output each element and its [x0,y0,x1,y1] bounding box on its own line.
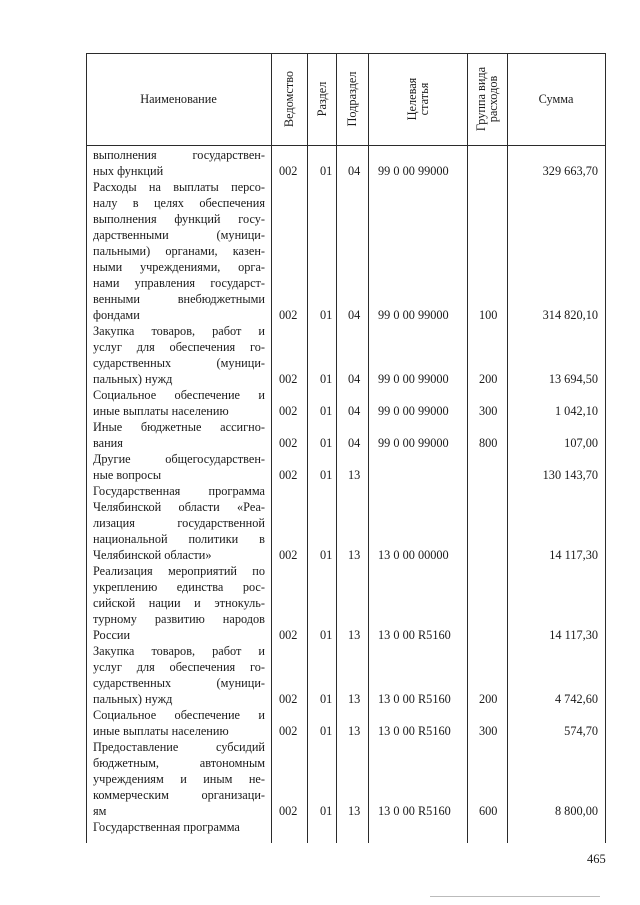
row-name [93,387,265,419]
row-razdel: 01 [320,548,333,562]
row-name-line: укреплению единства рос- [93,580,265,594]
row-name-line: ям [93,804,107,818]
row-name-line: выполнения государствен- [93,148,265,162]
row-name-line: пальных) нужд [93,372,173,386]
table-row [86,179,606,323]
row-gruppa: 600 [479,804,498,818]
row-celevaya-statya: 13 0 00 R5160 [378,804,451,818]
row-name-line: Закупка товаров, работ и [93,644,265,658]
row-vedomstvo: 002 [279,628,298,642]
row-name-line: нами управления государст- [93,276,265,290]
row-name-line: турному развитию народов [93,612,265,626]
row-vedomstvo: 002 [279,164,298,178]
header-podrazdel-label: Подраздел [345,71,359,127]
table-row [86,451,606,483]
row-celevaya-statya: 99 0 00 99000 [378,404,449,418]
row-summa: 4 742,60 [554,692,598,706]
table-row [86,563,606,643]
row-vedomstvo: 002 [279,724,298,738]
row-name-line: вания [93,436,123,450]
row-podrazdel: 13 [348,804,361,818]
table-row [86,147,606,179]
row-name-line: Закупка товаров, работ и [93,324,265,338]
row-name-line: иные выплаты населению [93,404,229,418]
row-name [93,483,265,563]
row-celevaya-statya: 99 0 00 99000 [378,164,449,178]
table-row [86,387,606,419]
table-row [86,483,606,563]
header-razdel-label: Раздел [314,81,329,117]
table-row [86,707,606,739]
row-celevaya-statya: 99 0 00 99000 [378,372,449,386]
row-name-line: Предоставление субсидий [93,740,265,754]
header-gruppa-label [475,67,499,131]
row-podrazdel: 13 [348,724,361,738]
row-gruppa: 800 [479,436,498,450]
row-podrazdel: 13 [348,692,361,706]
row-name [93,419,265,451]
row-razdel: 01 [320,372,333,386]
page-number: 465 [587,852,606,866]
row-name-line: налу в целях обеспечения [93,196,265,210]
row-name-line: Расходы на выплаты персо- [93,180,265,194]
header-celevaya-line2: статья [416,82,431,116]
row-celevaya-statya: 99 0 00 99000 [378,308,449,322]
row-podrazdel: 13 [348,628,361,642]
budget-table [86,53,606,843]
row-razdel: 01 [320,404,333,418]
row-vedomstvo: 002 [279,436,298,450]
header-summa [507,53,605,145]
row-gruppa: 300 [479,724,498,738]
table-row [86,323,606,387]
row-summa: 107,00 [564,436,598,450]
row-name [93,563,265,643]
row-vedomstvo: 002 [279,372,298,386]
row-celevaya-statya: 13 0 00 00000 [378,548,449,562]
row-vedomstvo: 002 [279,308,298,322]
row-celevaya-statya: 99 0 00 99000 [378,436,449,450]
header-razdel [307,53,336,145]
row-name-line: сударственных (муници- [93,356,265,370]
row-name-line: сийской нации и этнокуль- [93,596,265,610]
row-name-line: Иные бюджетные ассигно- [93,420,265,434]
row-summa: 13 694,50 [548,372,598,386]
row-name-line: выполнения функций госу- [93,212,265,226]
row-gruppa: 100 [479,308,498,322]
row-name-line: России [93,628,131,642]
row-name-line: сударственных (муници- [93,676,265,690]
row-name-line: коммерческим организаци- [93,788,265,802]
row-summa: 329 663,70 [542,164,598,178]
row-name-line: фондами [93,308,140,322]
row-razdel: 01 [320,724,333,738]
row-podrazdel: 04 [348,404,361,418]
table-row [86,819,606,835]
row-vedomstvo: 002 [279,692,298,706]
row-razdel: 01 [320,804,333,818]
row-name [93,451,265,483]
row-gruppa: 200 [479,372,498,386]
row-name [93,707,265,739]
row-razdel: 01 [320,692,333,706]
row-vedomstvo: 002 [279,548,298,562]
header-celevaya-line1: Целевая [404,77,419,121]
table-row [86,419,606,451]
row-summa: 1 042,10 [554,404,598,418]
row-podrazdel: 04 [348,308,361,322]
row-name-line: иные выплаты населению [93,724,229,738]
header-gruppa-line1: Группа вида [474,66,488,132]
row-name-line: дарственными (муници- [93,228,265,242]
row-name [93,179,265,323]
row-name-line: услуг для обеспечения го- [93,340,265,354]
header-bottom-border [86,145,606,146]
row-summa: 314 820,10 [542,308,598,322]
row-summa: 8 800,00 [554,804,598,818]
row-name-line: Реализация мероприятий по [93,564,265,578]
row-podrazdel: 04 [348,164,361,178]
row-podrazdel: 13 [348,468,361,482]
header-summa-label: Сумма [538,92,574,106]
row-name-line: ными учреждениями, орга- [93,260,265,274]
row-name-line: Другие общегосударствен- [93,452,265,466]
row-name-line: ных функций [93,164,164,178]
row-name [93,147,265,179]
row-summa: 130 143,70 [542,468,598,482]
row-razdel: 01 [320,436,333,450]
row-name [93,323,265,387]
row-name [93,819,265,835]
header-vedomstvo-label: Ведомство [282,70,296,128]
header-podrazdel [336,53,368,145]
row-name-line: пальными) органами, казен- [93,244,265,258]
row-name-line: Челябинской области «Реа- [93,500,265,514]
row-razdel: 01 [320,628,333,642]
row-gruppa: 300 [479,404,498,418]
row-razdel: 01 [320,308,333,322]
row-name-line: Социальное обеспечение и [93,388,265,402]
row-podrazdel: 04 [348,436,361,450]
row-gruppa: 200 [479,692,498,706]
header-gruppa [467,53,507,145]
row-podrazdel: 13 [348,548,361,562]
row-name-line: услуг для обеспечения го- [93,660,265,674]
header-celevaya-statya-label [406,78,430,121]
row-razdel: 01 [320,164,333,178]
header-name [86,53,271,145]
row-podrazdel: 04 [348,372,361,386]
footer-scan-line [430,896,600,897]
row-vedomstvo: 002 [279,404,298,418]
row-vedomstvo: 002 [279,804,298,818]
row-name-line: Государственная программа [93,484,265,498]
row-summa: 14 117,30 [549,548,598,562]
row-name-line: лизация государственной [93,516,265,530]
header-gruppa-line2: расходов [486,75,500,123]
header-name-label: Наименование [140,92,217,106]
row-celevaya-statya: 13 0 00 R5160 [378,692,451,706]
row-name-line: ные вопросы [93,468,162,482]
row-summa: 574,70 [564,724,598,738]
header-vedomstvo [271,53,307,145]
row-name-line: бюджетным, автономным [93,756,265,770]
row-name-line: учреждениям и иным не- [93,772,265,786]
row-name [93,739,265,819]
row-name-line: Челябинской области» [93,548,212,562]
row-name-line: венными внебюджетными [93,292,265,306]
table-row [86,739,606,819]
row-celevaya-statya: 13 0 00 R5160 [378,628,451,642]
row-name [93,643,265,707]
header-celevaya-statya [368,53,467,145]
row-name-line: Социальное обеспечение и [93,708,265,722]
table-row [86,643,606,707]
row-name-line: Государственная программа [93,820,240,834]
row-summa: 14 117,30 [549,628,598,642]
row-razdel: 01 [320,468,333,482]
row-celevaya-statya: 13 0 00 R5160 [378,724,451,738]
row-vedomstvo: 002 [279,468,298,482]
row-name-line: пальных) нужд [93,692,173,706]
row-name-line: национальной политики в [93,532,265,546]
